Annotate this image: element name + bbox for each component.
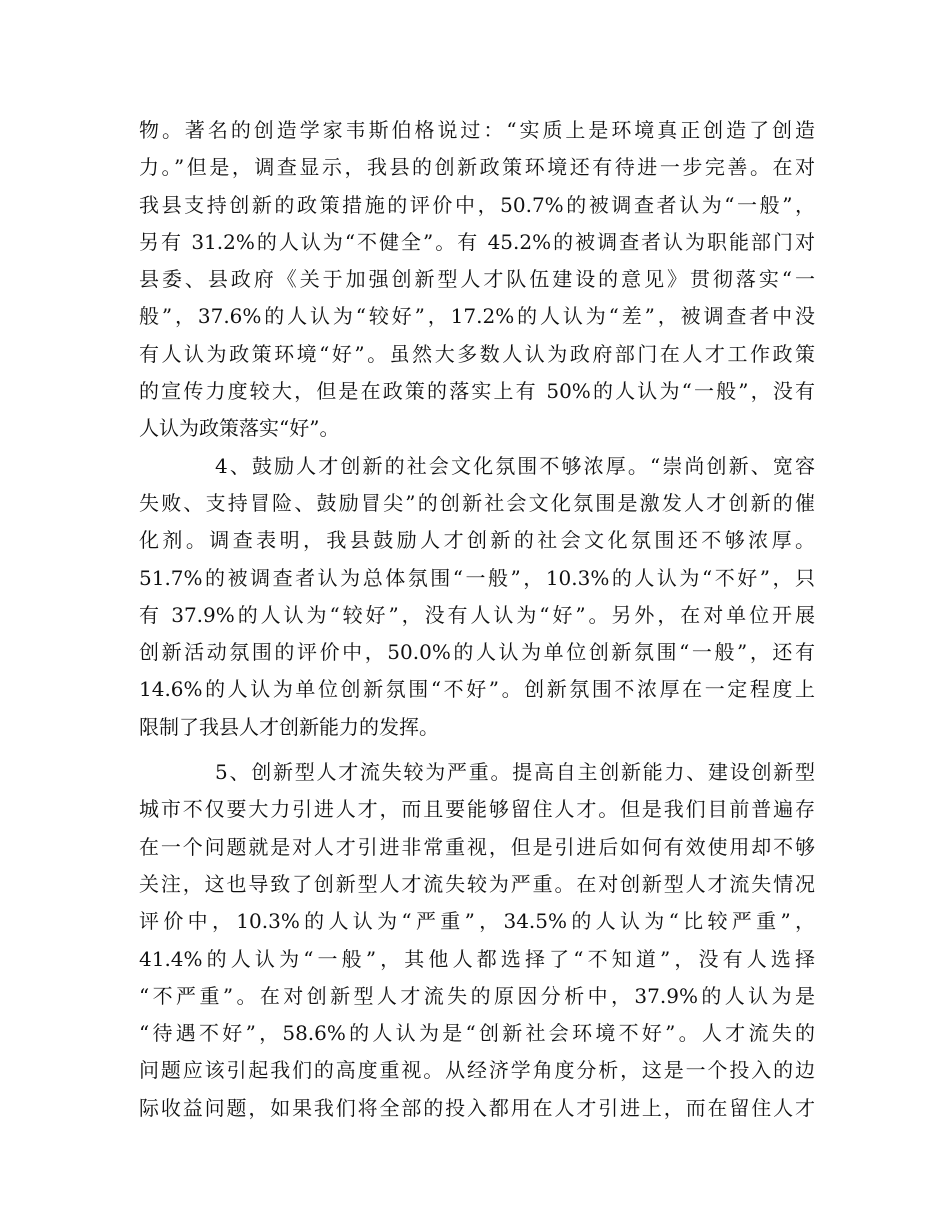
text-line: 4、鼓励人才创新的社会文化氛围不够浓厚。“崇尚创新、宽容 xyxy=(215,453,815,478)
text-line: 5、创新型人才流失较为严重。提高自主创新能力、建设创新型 xyxy=(215,760,815,785)
text-line: 14.6%的人认为单位创新氛围“不好”。创新氛围不浓厚在一定程度上 xyxy=(139,677,815,702)
text-line: 问题应该引起我们的高度重视。从经济学角度分析，这是一个投入的边 xyxy=(139,1058,815,1083)
text-line: 在一个问题就是对人才引进非常重视，但是引进后如何有效使用却不够 xyxy=(139,834,815,859)
text-line: 县委、县政府《关于加强创新型人才队伍建设的意见》贯彻落实“一 xyxy=(139,267,815,292)
paragraph-talent-loss xyxy=(139,754,815,1127)
text-line: 关注，这也导致了创新型人才流失较为严重。在对创新型人才流失情况 xyxy=(139,871,815,896)
text-line: 人认为政策落实“好”。 xyxy=(139,416,340,441)
text-line: 的宣传力度较大，但是在政策的落实上有 50%的人认为“一般”，没有 xyxy=(139,379,815,404)
text-line: 失败、支持冒险、鼓励冒尖”的创新社会文化氛围是激发人才创新的催 xyxy=(139,490,815,515)
text-line: 41.4%的人认为“一般”，其他人都选择了“不知道”，没有人选择 xyxy=(139,946,815,971)
paragraph-policy-environment xyxy=(139,112,815,448)
text-line: 51.7%的被调查者认为总体氛围“一般”，10.3%的人认为“不好”，只 xyxy=(139,565,815,590)
text-line: 限制了我县人才创新能力的发挥。 xyxy=(139,714,439,739)
text-line: 我县支持创新的政策措施的评价中，50.7%的被调查者认为“一般”， xyxy=(139,192,815,217)
text-line: 般”，37.6%的人认为“较好”，17.2%的人认为“差”，被调查者中没 xyxy=(139,304,815,329)
text-line: 有人认为政策环境“好”。虽然大多数人认为政府部门在人才工作政策 xyxy=(139,341,815,366)
text-line: “待遇不好”，58.6%的人认为是“创新社会环境不好”。人才流失的 xyxy=(139,1021,815,1046)
text-line: 另有 31.2%的人认为“不健全”。有 45.2%的被调查者认为职能部门对 xyxy=(139,229,815,254)
paragraph-cultural-atmosphere xyxy=(139,448,815,746)
text-line: 有 37.9%的人认为“较好”，没有人认为“好”。另外，在对单位开展 xyxy=(139,602,815,627)
text-line: 际收益问题，如果我们将全部的投入都用在人才引进上，而在留住人才 xyxy=(139,1095,815,1120)
text-line: 创新活动氛围的评价中，50.0%的人认为单位创新氛围“一般”，还有 xyxy=(139,640,815,665)
text-line: 化剂。调查表明，我县鼓励人才创新的社会文化氛围还不够浓厚。 xyxy=(139,528,815,553)
text-line: 物。著名的创造学家韦斯伯格说过：“实质上是环境真正创造了创造 xyxy=(139,118,815,142)
text-line: “不严重”。在对创新型人才流失的原因分析中，37.9%的人认为是 xyxy=(139,983,815,1008)
text-line: 力。”但是，调查显示，我县的创新政策环境还有待进一步完善。在对 xyxy=(139,155,815,180)
text-line: 城市不仅要大力引进人才，而且要能够留住人才。但是我们目前普遍存 xyxy=(139,797,815,822)
paragraph-spacer xyxy=(139,746,815,754)
text-line: 评价中，10.3%的人认为“严重”，34.5%的人认为“比较严重”， xyxy=(139,909,815,934)
document-body xyxy=(139,112,815,1127)
